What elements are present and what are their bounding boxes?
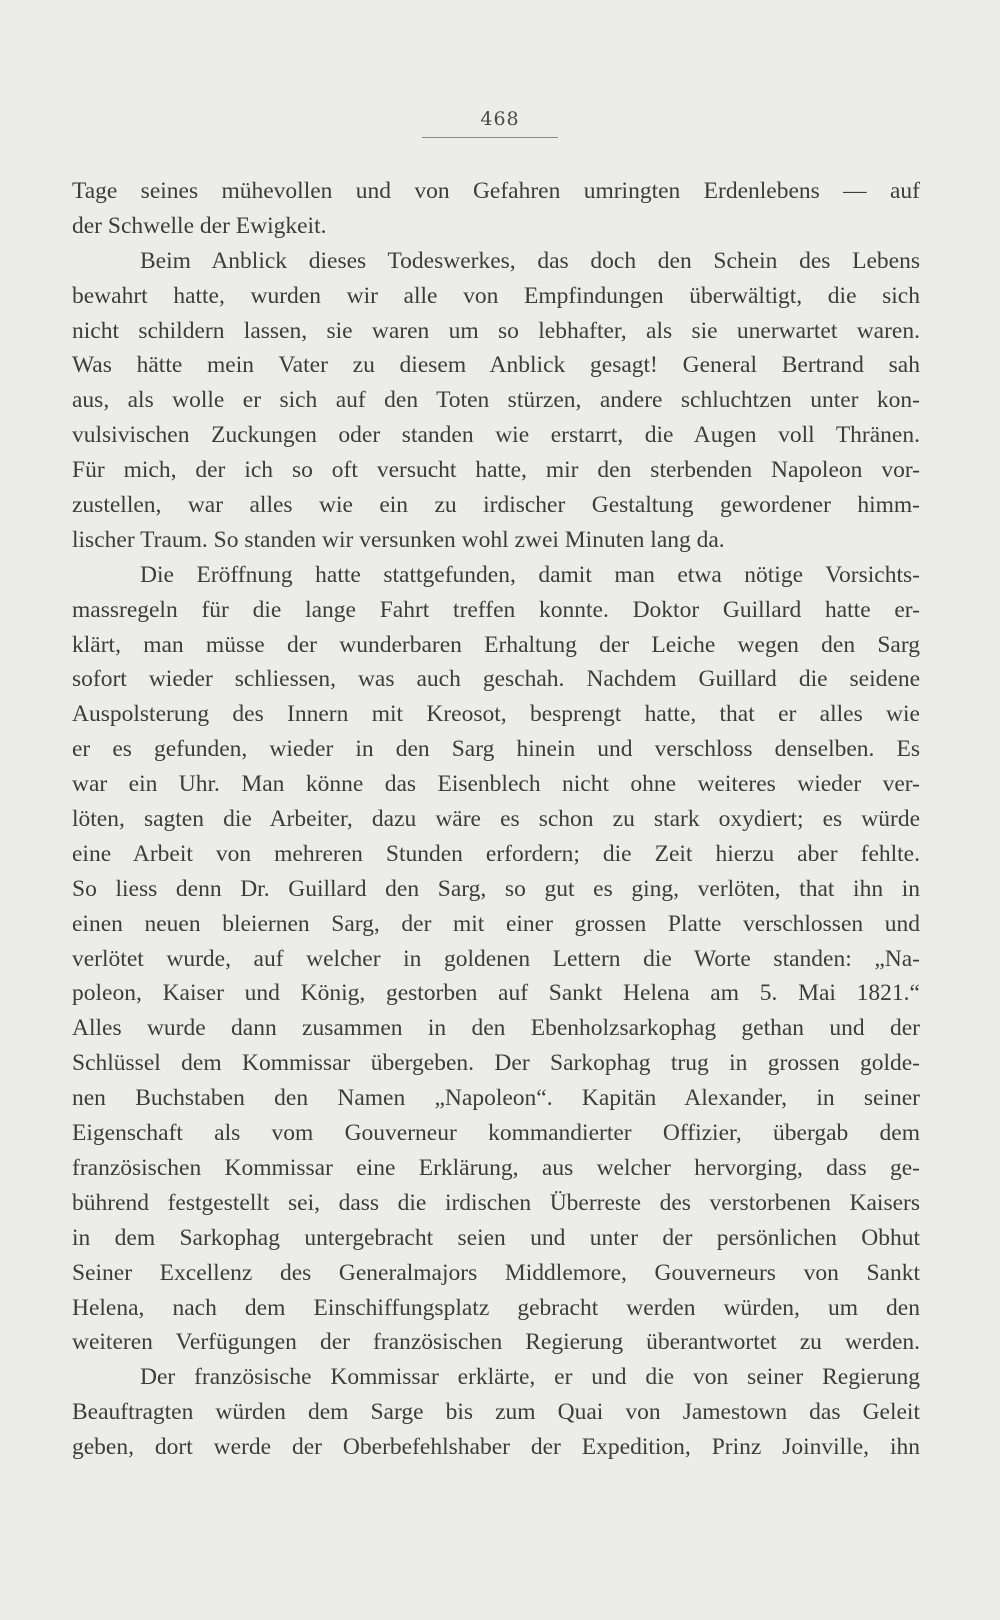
text-line: Alles wurde dann zusammen in den Ebenholzsarkophag gethan und der — [72, 1015, 920, 1042]
text-line: bührend festgestellt sei, dass die irdischen Überreste des verstorbenen Kaisers — [72, 1189, 920, 1216]
text-line: nicht schildern lassen, sie waren um so lebhafter, als sie unerwartet waren. — [72, 317, 920, 344]
text-line: klärt, man müsse der wunderbaren Erhaltung der Leiche wegen den Sarg — [72, 631, 920, 658]
text-line: eine Arbeit von mehreren Stunden erfordern; die Zeit hierzu aber fehlte. — [72, 840, 920, 867]
text-line: Die Eröffnung hatte stattgefunden, damit man etwa nötige Vorsichts- — [140, 561, 920, 588]
text-line: So liess denn Dr. Guillard den Sarg, so gut es ging, verlöten, that ihn in — [72, 875, 920, 902]
text-line: Was hätte mein Vater zu diesem Anblick gesagt! General Bertrand sah — [72, 352, 920, 379]
text-line: Beim Anblick dieses Todeswerkes, das doch den Schein des Lebens — [140, 247, 920, 274]
text-line: nen Buchstaben den Namen „Napoleon“. Kapitän Alexander, in seiner — [72, 1085, 920, 1112]
text-line: in dem Sarkophag untergebracht seien und unter der persönlichen Obhut — [72, 1224, 920, 1251]
text-line: er es gefunden, wieder in den Sarg hinein und verschloss denselben. Es — [72, 736, 920, 763]
text-line: löten, sagten die Arbeiter, dazu wäre es schon zu stark oxydiert; es würde — [72, 806, 920, 833]
text-line: Helena, nach dem Einschiffungsplatz gebracht werden würden, um den — [72, 1294, 920, 1321]
text-line: französischen Kommissar eine Erklärung, aus welcher hervorging, dass ge- — [72, 1154, 920, 1181]
text-line: Eigenschaft als vom Gouverneur kommandierter Offizier, übergab dem — [72, 1120, 920, 1147]
text-line: Tage seines mühevollen und von Gefahren umringten Erdenlebens — auf — [72, 178, 920, 204]
text-line: der Schwelle der Ewigkeit. — [72, 212, 327, 239]
text-line: weiteren Verfügungen der französischen Regierung überantwortet zu werden. — [72, 1329, 920, 1356]
text-line: Seiner Excellenz des Generalmajors Middlemore, Gouverneurs von Sankt — [72, 1259, 920, 1286]
text-line: Für mich, der ich so oft versucht hatte, mir den sterbenden Napoleon vor- — [72, 457, 920, 484]
text-line: verlötet wurde, auf welcher in goldenen Lettern die Worte standen: „Na- — [72, 945, 920, 972]
text-line: Auspolsterung des Innern mit Kreosot, besprengt hatte, that er alles wie — [72, 701, 920, 728]
text-line: war ein Uhr. Man könne das Eisenblech nicht ohne weiteres wieder ver- — [72, 771, 920, 798]
page-number: 468 — [480, 108, 520, 130]
text-line: poleon, Kaiser und König, gestorben auf Sankt Helena am 5. Mai 1821.“ — [72, 980, 920, 1007]
text-line: einen neuen bleiernen Sarg, der mit einer grossen Platte verschlossen und — [72, 910, 920, 937]
header-rule — [422, 137, 558, 138]
text-line: aus, als wolle er sich auf den Toten stürzen, andere schluchtzen unter kon- — [72, 387, 920, 414]
text-line: vulsivischen Zuckungen oder standen wie erstarrt, die Augen voll Thränen. — [72, 422, 920, 449]
text-line: massregeln für die lange Fahrt treffen konnte. Doktor Guillard hatte er- — [72, 596, 920, 623]
text-line: lischer Traum. So standen wir versunken wohl zwei Minuten lang da. — [72, 526, 725, 553]
text-line: Der französische Kommissar erklärte, er und die von seiner Regierung — [140, 1364, 920, 1391]
text-line: zustellen, war alles wie ein zu irdischer Gestaltung gewordener himm- — [72, 492, 920, 519]
text-line: geben, dort werde der Oberbefehlshaber der Expedition, Prinz Joinville, ihn — [72, 1434, 920, 1461]
text-line: sofort wieder schliessen, was auch geschah. Nachdem Guillard die seidene — [72, 666, 920, 693]
text-line: Schlüssel dem Kommissar übergeben. Der Sarkophag trug in grossen golde- — [72, 1050, 920, 1077]
text-line: Beauftragten würden dem Sarge bis zum Quai von Jamestown das Geleit — [72, 1399, 920, 1426]
text-line: bewahrt hatte, wurden wir alle von Empfindungen überwältigt, die sich — [72, 282, 920, 309]
body-text — [72, 174, 920, 1465]
